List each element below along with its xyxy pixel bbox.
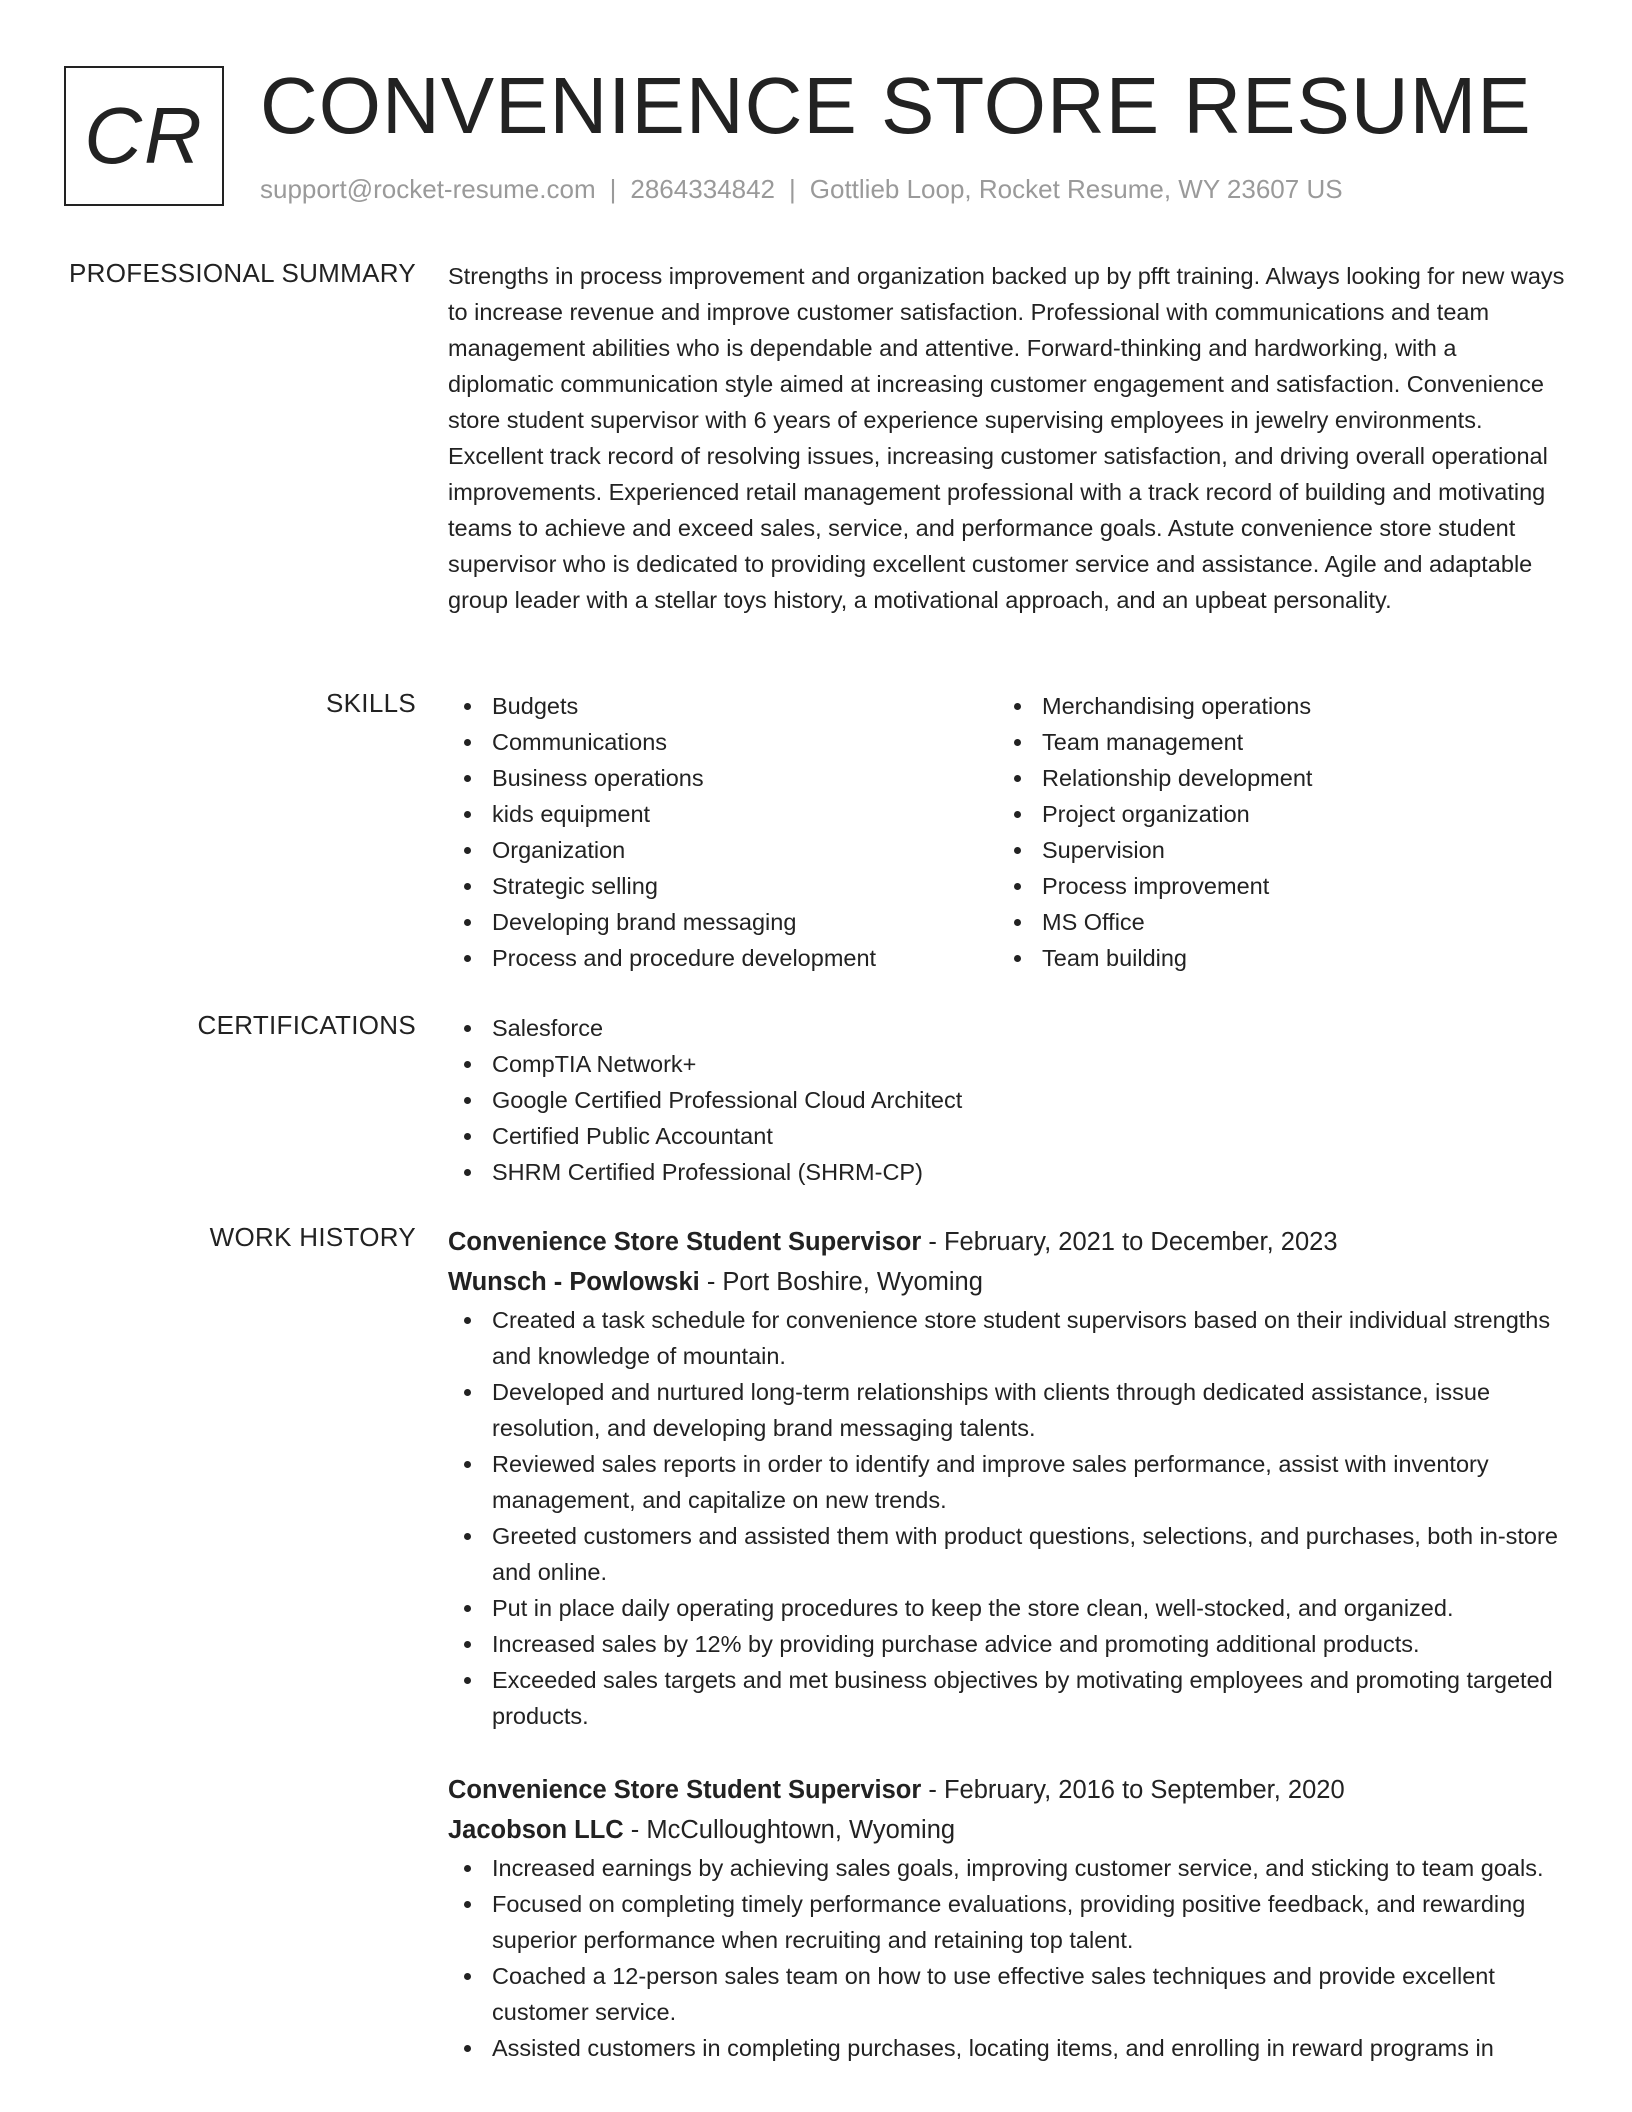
contact-separator: | xyxy=(789,174,796,204)
skill-item: Process improvement xyxy=(998,868,1548,904)
job-bullet: Exceeded sales targets and met business objectives by motivating employees and promoting targeted products. xyxy=(448,1662,1566,1734)
contact-address: Gottlieb Loop, Rocket Resume, WY 23607 US xyxy=(809,174,1343,204)
skills-list-left xyxy=(448,688,998,976)
job-entry xyxy=(448,1222,1566,1734)
job-company: Jacobson LLC xyxy=(448,1816,624,1844)
job-role: Convenience Store Student Supervisor xyxy=(448,1228,922,1256)
certification-item: Salesforce xyxy=(448,1010,1566,1046)
job-bullet: Developed and nurtured long-term relationships with clients through dedicated assistance, issue resolution, and developing brand messaging talents. xyxy=(448,1374,1566,1446)
job-bullet: Increased earnings by achieving sales goals, improving customer service, and sticking to team goals. xyxy=(448,1850,1566,1886)
job-bullet: Put in place daily operating procedures to keep the store clean, well-stocked, and organized. xyxy=(448,1590,1566,1626)
skills-list-right xyxy=(998,688,1548,976)
skill-item: Business operations xyxy=(448,760,998,796)
skill-item: Team management xyxy=(998,724,1548,760)
skill-item: MS Office xyxy=(998,904,1548,940)
certifications-heading: CERTIFICATIONS xyxy=(197,1010,416,1040)
job-bullet: Increased sales by 12% by providing purchase advice and promoting additional products. xyxy=(448,1626,1566,1662)
skill-item: Strategic selling xyxy=(448,868,998,904)
certification-item: SHRM Certified Professional (SHRM-CP) xyxy=(448,1154,1566,1190)
skills-heading: SKILLS xyxy=(326,688,416,718)
contact-line xyxy=(260,174,1343,205)
certification-item: CompTIA Network+ xyxy=(448,1046,1566,1082)
job-bullet: Reviewed sales reports in order to identify and improve sales performance, assist with inventory management, and capitalize on new trends. xyxy=(448,1446,1566,1518)
skill-item: Merchandising operations xyxy=(998,688,1548,724)
certifications-list xyxy=(448,1010,1566,1190)
contact-phone: 2864334842 xyxy=(630,174,775,204)
resume-header xyxy=(64,61,1564,216)
job-role-line xyxy=(448,1222,1566,1262)
resume-title: CONVENIENCE STORE RESUME xyxy=(260,61,1532,150)
job-dates: - February, 2021 to December, 2023 xyxy=(921,1228,1338,1256)
contact-email: support@rocket-resume.com xyxy=(260,174,596,204)
skill-item: kids equipment xyxy=(448,796,998,832)
job-entry xyxy=(448,1770,1566,2066)
summary-heading: PROFESSIONAL SUMMARY xyxy=(69,258,416,288)
job-bullet: Coached a 12-person sales team on how to use effective sales techniques and provide excellent customer service. xyxy=(448,1958,1566,2030)
skill-item: Developing brand messaging xyxy=(448,904,998,940)
job-bullets xyxy=(448,1850,1566,2066)
skill-item: Relationship development xyxy=(998,760,1548,796)
job-company-line xyxy=(448,1262,1566,1302)
work-history-heading: WORK HISTORY xyxy=(209,1222,416,1252)
job-bullets xyxy=(448,1302,1566,1734)
job-location: - Port Boshire, Wyoming xyxy=(699,1268,983,1296)
skill-item: Team building xyxy=(998,940,1548,976)
job-company-line xyxy=(448,1810,1566,1850)
job-company: Wunsch - Powlowski xyxy=(448,1268,700,1296)
certification-item: Google Certified Professional Cloud Architect xyxy=(448,1082,1566,1118)
summary-text: Strengths in process improvement and organization backed up by pfft training. Always looking for new ways to increase revenue and improve customer satisfaction. Professional with communications and team management abilities who is dependable and attentive. Forward-thinking and hardworking, with a diplomatic communication style aimed at increasing customer engagement and satisfaction. Convenience store student supervisor with 6 years of experience supervising employees in jewelry environments. Excellent track record of resolving issues, increasing customer satisfaction, and driving overall operational improvements. Experienced retail management professional with a track record of building and motivating teams to achieve and exceed sales, service, and performance goals. Astute convenience store student supervisor who is dedicated to providing excellent customer service and assistance. Agile and adaptable group leader with a stellar toys history, a motivational approach, and an upbeat personality. xyxy=(448,263,1565,613)
job-role: Convenience Store Student Supervisor xyxy=(448,1776,922,1804)
monogram-logo: CR xyxy=(64,66,224,206)
certification-item: Certified Public Accountant xyxy=(448,1118,1566,1154)
skill-item: Communications xyxy=(448,724,998,760)
skill-item: Organization xyxy=(448,832,998,868)
job-bullet: Assisted customers in completing purchases, locating items, and enrolling in reward programs in xyxy=(448,2030,1566,2066)
job-bullet: Created a task schedule for convenience store student supervisors based on their individual strengths and knowledge of mountain. xyxy=(448,1302,1566,1374)
job-location: - McCulloughtown, Wyoming xyxy=(623,1816,956,1844)
job-dates: - February, 2016 to September, 2020 xyxy=(921,1776,1345,1804)
skill-item: Process and procedure development xyxy=(448,940,998,976)
job-bullet: Focused on completing timely performance evaluations, providing positive feedback, and rewarding superior performance when recruiting and retaining top talent. xyxy=(448,1886,1566,1958)
skill-item: Project organization xyxy=(998,796,1548,832)
skill-item: Supervision xyxy=(998,832,1548,868)
skill-item: Budgets xyxy=(448,688,998,724)
job-bullet: Greeted customers and assisted them with product questions, selections, and purchases, both in-store and online. xyxy=(448,1518,1566,1590)
job-role-line xyxy=(448,1770,1566,1810)
contact-separator: | xyxy=(609,174,617,204)
